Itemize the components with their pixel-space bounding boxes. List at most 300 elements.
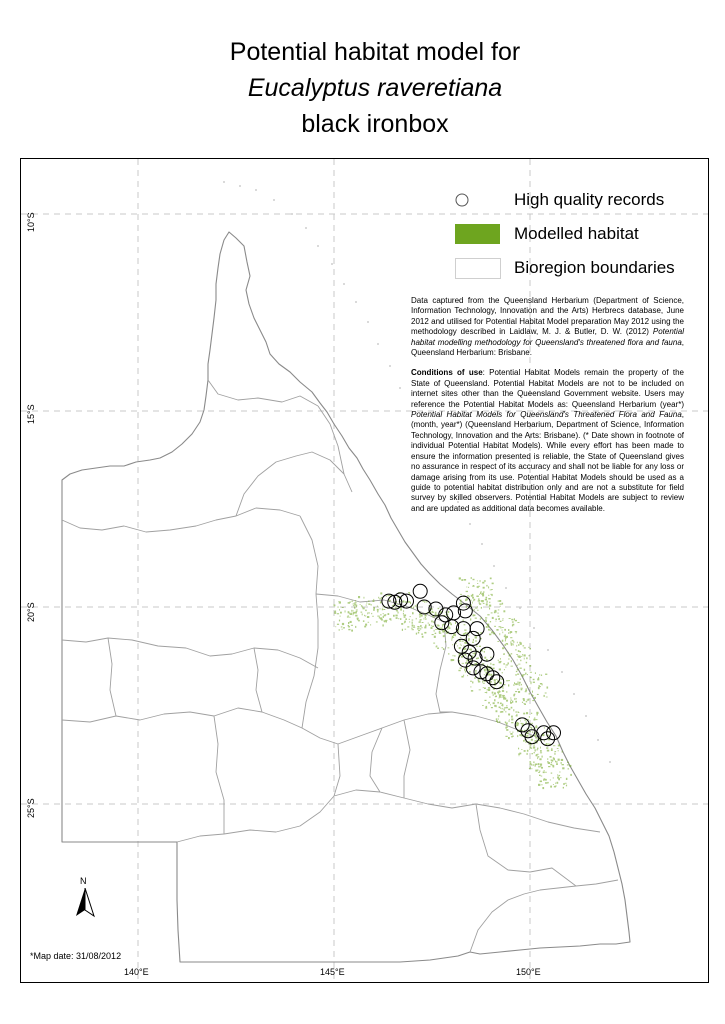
- habitat-patch: [536, 725, 538, 726]
- habitat-patch: [416, 618, 417, 620]
- habitat-patch: [380, 608, 381, 609]
- habitat-patch: [474, 609, 475, 611]
- habitat-patch: [431, 627, 433, 629]
- habitat-patch: [380, 592, 382, 594]
- habitat-patch: [439, 631, 441, 633]
- habitat-patch: [494, 699, 495, 701]
- habitat-patch: [497, 702, 499, 704]
- habitat-patch: [367, 617, 369, 618]
- habitat-patch: [403, 613, 404, 615]
- habitat-patch: [490, 663, 491, 665]
- habitat-patch: [462, 641, 464, 642]
- conditions-heading: Conditions of use: [411, 368, 483, 378]
- habitat-patch: [523, 740, 525, 742]
- habitat-patch: [342, 607, 344, 608]
- habitat-patch: [464, 669, 465, 671]
- habitat-patch: [449, 622, 451, 623]
- habitat-patch: [537, 757, 538, 759]
- habitat-patch: [496, 679, 497, 680]
- habitat-patch: [489, 602, 490, 603]
- habitat-patch: [533, 761, 534, 763]
- habitat-patch: [464, 624, 466, 625]
- habitat-patch: [519, 685, 521, 686]
- habitat-patch: [535, 770, 537, 772]
- habitat-patch: [461, 645, 462, 646]
- habitat-patch: [482, 582, 484, 584]
- habitat-patch: [568, 768, 569, 770]
- habitat-patch: [470, 618, 471, 620]
- habitat-patch: [435, 612, 436, 614]
- habitat-patch: [526, 657, 527, 659]
- habitat-patch: [422, 601, 424, 602]
- habitat-patch: [504, 636, 506, 637]
- habitat-patch: [357, 618, 359, 620]
- habitat-patch: [531, 713, 532, 714]
- habitat-patch: [339, 609, 340, 611]
- habitat-patch: [503, 654, 505, 655]
- habitat-patch: [541, 675, 542, 676]
- habitat-patch: [386, 622, 387, 623]
- habitat-patch: [494, 626, 496, 627]
- habitat-patch: [542, 787, 544, 789]
- habitat-patch: [412, 612, 414, 614]
- habitat-patch: [363, 608, 365, 610]
- habitat-patch: [506, 680, 508, 681]
- habitat-patch: [498, 715, 499, 717]
- habitat-patch: [534, 752, 536, 753]
- habitat-patch: [476, 596, 478, 598]
- habitat-patch: [433, 643, 435, 644]
- habitat-patch: [487, 624, 489, 626]
- habitat-patch: [538, 763, 540, 765]
- habitat-patch: [432, 626, 434, 627]
- habitat-patch: [348, 626, 350, 628]
- habitat-patch: [511, 722, 513, 723]
- habitat-patch: [535, 740, 537, 742]
- habitat-patch: [414, 625, 415, 627]
- habitat-patch: [367, 612, 368, 614]
- habitat-patch: [471, 690, 473, 692]
- habitat-patch: [481, 600, 482, 602]
- habitat-patch: [437, 648, 439, 649]
- habitat-patch: [519, 682, 521, 684]
- habitat-patch: [478, 681, 480, 683]
- habitat-patch: [529, 655, 530, 656]
- habitat-patch: [408, 601, 410, 603]
- habitat-patch: [555, 783, 556, 784]
- habitat-patch: [497, 719, 499, 720]
- habitat-patch: [412, 625, 414, 627]
- bioregion-channel-country: [62, 708, 338, 744]
- habitat-patch: [334, 605, 336, 607]
- habitat-patch: [415, 605, 417, 606]
- habitat-patch: [420, 628, 421, 630]
- habitat-patch: [439, 632, 440, 634]
- habitat-patch: [380, 601, 382, 603]
- habitat-patch: [490, 621, 491, 622]
- north-label: N: [80, 876, 87, 886]
- habitat-patch: [339, 629, 341, 630]
- habitat-patch: [512, 701, 513, 703]
- legend-habitat-label: Modelled habitat: [514, 224, 639, 243]
- habitat-patch: [546, 747, 548, 749]
- habitat-patch: [508, 684, 509, 686]
- graticule-grid: [21, 159, 708, 982]
- habitat-patch: [488, 687, 490, 689]
- habitat-patch: [476, 640, 477, 642]
- habitat-patch: [486, 603, 488, 605]
- habitat-patch: [545, 693, 547, 694]
- habitat-patch: [493, 664, 495, 665]
- habitat-patch: [512, 732, 513, 733]
- habitat-patch: [377, 611, 378, 613]
- habitat-patch: [490, 681, 491, 683]
- lat-label-25s: 25°S: [26, 798, 36, 818]
- habitat-patch: [536, 719, 538, 720]
- habitat-patch: [342, 623, 344, 625]
- habitat-patch: [532, 753, 533, 754]
- habitat-patch: [385, 614, 386, 615]
- habitat-patch: [425, 617, 426, 618]
- habitat-patch: [511, 719, 513, 721]
- habitat-patch: [538, 677, 539, 678]
- habitat-patch: [529, 665, 531, 667]
- habitat-patch: [334, 611, 336, 613]
- habitat-patch: [488, 586, 489, 588]
- bioregion-inner-loop-4: [404, 720, 410, 798]
- habitat-patch: [373, 600, 375, 602]
- habitat-patch: [521, 689, 523, 690]
- habitat-patch: [473, 614, 475, 616]
- habitat-patch: [538, 766, 540, 767]
- habitat-patch: [477, 583, 478, 584]
- habitat-patch: [395, 608, 397, 609]
- habitat-patch: [518, 656, 520, 658]
- habitat-patch: [502, 620, 503, 621]
- habitat-patch: [473, 579, 475, 580]
- habitat-patch: [516, 654, 518, 655]
- habitat-patch: [523, 713, 525, 715]
- record-marker: [466, 661, 480, 675]
- habitat-patch: [517, 735, 518, 737]
- habitat-patch: [518, 691, 520, 693]
- habitat-patch: [503, 688, 504, 689]
- habitat-patch: [475, 618, 477, 619]
- habitat-patch: [364, 597, 365, 599]
- bioregion-gulf-plains: [62, 508, 300, 532]
- habitat-patch: [382, 608, 383, 610]
- habitat-patch: [422, 636, 424, 638]
- habitat-patch: [519, 655, 520, 656]
- habitat-patch: [515, 649, 517, 650]
- habitat-patch: [431, 620, 433, 622]
- habitat-patch: [347, 616, 349, 617]
- habitat-patch: [489, 608, 490, 610]
- habitat-patch: [559, 772, 560, 773]
- habitat-patch: [530, 682, 532, 683]
- habitat-patch: [547, 750, 549, 752]
- habitat-patch: [553, 745, 555, 746]
- habitat-patch: [431, 625, 432, 626]
- habitat-patch: [540, 764, 542, 766]
- habitat-patch: [472, 597, 474, 599]
- habitat-patch: [546, 697, 548, 698]
- habitat-patch: [516, 711, 517, 713]
- habitat-patch: [570, 774, 572, 776]
- habitat-patch: [511, 660, 512, 662]
- habitat-patch: [516, 715, 518, 716]
- habitat-patch: [358, 596, 360, 598]
- habitat-patch: [554, 753, 555, 755]
- habitat-patch: [522, 702, 523, 703]
- habitat-patch: [547, 758, 548, 759]
- habitat-patch: [402, 629, 403, 631]
- habitat-patch: [506, 705, 508, 706]
- bioregion-inner-loop-3: [254, 648, 262, 712]
- habitat-patch: [550, 786, 552, 788]
- habitat-patch: [533, 679, 535, 680]
- habitat-patch: [514, 698, 515, 700]
- habitat-patch: [558, 750, 559, 751]
- habitat-patch: [432, 634, 434, 635]
- habitat-patch: [502, 690, 504, 692]
- habitat-patch: [379, 617, 380, 619]
- habitat-patch: [416, 633, 417, 635]
- habitat-patch: [362, 614, 363, 616]
- habitat-patch: [366, 603, 367, 604]
- habitat-patch: [510, 702, 512, 704]
- habitat-patch: [531, 727, 532, 729]
- habitat-patch: [561, 759, 563, 761]
- habitat-patch: [460, 644, 461, 645]
- habitat-patch: [484, 651, 485, 653]
- habitat-patch: [521, 730, 523, 731]
- habitat-patch: [524, 669, 525, 671]
- habitat-patch: [464, 630, 466, 631]
- habitat-patch: [472, 642, 474, 643]
- habitat-patch: [539, 775, 541, 776]
- habitat-patch: [450, 623, 451, 624]
- habitat-patch: [432, 611, 434, 613]
- habitat-patch: [454, 655, 455, 657]
- habitat-patch: [526, 662, 527, 664]
- habitat-patch: [567, 764, 569, 765]
- habitat-patch: [526, 712, 528, 714]
- habitat-patch: [520, 721, 521, 722]
- habitat-patch: [527, 753, 528, 755]
- north-arrow-icon: [73, 888, 97, 918]
- habitat-patch: [567, 762, 569, 763]
- habitat-patch: [420, 626, 421, 627]
- habitat-patch: [520, 642, 522, 644]
- habitat-patch: [355, 626, 356, 628]
- habitat-patch: [390, 620, 391, 621]
- habitat-patch: [488, 626, 489, 628]
- habitat-patch: [499, 626, 501, 627]
- habitat-patch: [532, 695, 534, 696]
- bioregion-new-england: [470, 880, 618, 952]
- habitat-patch: [504, 669, 505, 670]
- habitat-patch: [492, 583, 494, 585]
- habitat-patch: [544, 778, 545, 780]
- habitat-patch: [510, 631, 512, 633]
- habitat-patch: [550, 756, 552, 758]
- habitat-patch: [512, 736, 514, 737]
- habitat-patch: [517, 682, 518, 683]
- habitat-patch: [474, 663, 475, 665]
- habitat-patch: [553, 765, 554, 766]
- habitat-patch: [383, 613, 384, 614]
- habitat-patch: [476, 646, 478, 647]
- habitat-patch: [370, 624, 371, 625]
- habitat-patch: [404, 623, 405, 624]
- habitat-patch: [513, 644, 514, 646]
- habitat-patch: [479, 600, 480, 602]
- habitat-patch: [517, 689, 519, 690]
- habitat-patch: [497, 641, 499, 642]
- habitat-patch: [524, 654, 526, 656]
- habitat-patch: [467, 675, 468, 676]
- habitat-patch: [473, 599, 474, 601]
- habitat-patch: [483, 587, 485, 589]
- habitat-patch: [486, 585, 487, 587]
- habitat-patch: [353, 603, 354, 604]
- habitat-patch: [468, 635, 469, 637]
- habitat-patch: [510, 637, 512, 638]
- habitat-patch: [381, 597, 382, 599]
- habitat-patch: [495, 619, 497, 620]
- habitat-patch: [475, 670, 476, 671]
- habitat-patch: [530, 763, 532, 765]
- habitat-patch: [460, 668, 462, 669]
- habitat-patch: [506, 667, 507, 668]
- conditions-paragraph: Conditions of use: Potential Habitat Models remain the property of the State of Queensland. Potential Habitat Models are not to be included on internet sites other than the Queensland Government website. Users may reference the Potential Habitat Models as: Queensland Herbarium (year*) Potential Habitat Models for Queensland's Threatened Flora and Fauna, (month, year*) (Queensland Herbarium, Department of Science, Information Technology, Innovation and the Arts: Brisbane). (* Date shown in footnote of individual Potential Habitat Models). While every effort has been made to ensure the information presented is reliable, the State of Queensland gives no assurance in respect of its accuracy and shall not be liable for any loss or damage arising from its use. Potential Habitat Models should be used as a guide to potential habitat distribution only and are not a substitute for field survey by skilled observers. Potential Habitat Models are subject to review and are updated as additional data becomes available.: [411, 368, 684, 513]
- habitat-patch: [445, 612, 446, 613]
- habitat-patch: [342, 629, 343, 630]
- bioregion-swatch-icon: [455, 258, 501, 279]
- habitat-patch: [420, 619, 422, 620]
- habitat-patch: [517, 723, 519, 725]
- habitat-patch: [466, 661, 467, 662]
- habitat-patch: [488, 629, 490, 631]
- habitat-patch: [526, 701, 528, 702]
- habitat-patch: [380, 617, 382, 619]
- habitat-patch: [496, 629, 498, 631]
- habitat-patch: [480, 580, 481, 582]
- habitat-patch: [516, 645, 517, 647]
- habitat-patch: [529, 731, 531, 732]
- habitat-patch: [395, 615, 397, 617]
- habitat-patch: [550, 780, 551, 781]
- habitat-patch: [495, 610, 497, 612]
- habitat-patch: [404, 621, 405, 623]
- habitat-patch: [540, 747, 541, 749]
- habitat-patch: [447, 628, 448, 630]
- habitat-patch: [448, 611, 450, 613]
- habitat-patch: [409, 622, 410, 623]
- habitat-patch: [490, 594, 491, 595]
- habitat-patch: [442, 647, 443, 648]
- habitat-patch: [449, 628, 451, 629]
- habitat-patch: [466, 657, 467, 658]
- habitat-patch: [554, 751, 556, 752]
- habitat-patch: [506, 724, 507, 726]
- habitat-patch: [539, 771, 540, 772]
- habitat-patch: [509, 680, 510, 681]
- habitat-patch: [466, 606, 467, 608]
- habitat-patch: [555, 761, 556, 762]
- habitat-patch: [540, 766, 541, 767]
- habitat-patch: [442, 625, 443, 627]
- habitat-patch: [477, 606, 478, 607]
- habitat-patch: [469, 649, 471, 650]
- habitat-patch: [538, 769, 539, 770]
- lon-label-145e: 145°E: [320, 967, 345, 977]
- data-source-paragraph: Data captured from the Queensland Herbarium (Department of Science, Information Technology, Innovation and the Arts) Herbrecs database, June 2012 and utilised for Potential Habitat Model preparation May 2012 using the methodology described in Laidlaw, M. J. & Butler, D. W. (2012) Potential habitat modelling methodology for Queensland's threatened flora and fauna, Queensland Herbarium: Brisbane.: [411, 296, 684, 358]
- habitat-patch: [483, 603, 485, 604]
- habitat-patch: [499, 601, 501, 602]
- habitat-patch: [485, 700, 487, 701]
- habitat-patch: [540, 683, 542, 684]
- habitat-patch: [536, 754, 538, 756]
- habitat-patch: [531, 683, 532, 685]
- habitat-patch: [435, 629, 437, 630]
- habitat-patch: [506, 729, 508, 731]
- habitat-patch: [409, 619, 410, 620]
- habitat-patch: [499, 618, 500, 620]
- habitat-patch: [504, 629, 506, 631]
- habitat-patch: [511, 699, 512, 701]
- habitat-patch: [544, 740, 545, 741]
- habitat-patch: [522, 654, 523, 655]
- habitat-patch: [509, 618, 511, 619]
- habitat-patch: [462, 620, 464, 621]
- habitat-patch: [356, 606, 357, 607]
- habitat-patch: [486, 626, 488, 628]
- habitat-patch: [479, 646, 481, 647]
- habitat-patch: [524, 704, 526, 706]
- habitat-patch: [496, 718, 497, 720]
- habitat-patch: [508, 652, 509, 654]
- habitat-patch: [387, 595, 389, 596]
- bioregion-inner-loop-6: [370, 728, 382, 792]
- habitat-patch: [352, 611, 354, 612]
- habitat-patch: [513, 684, 514, 685]
- habitat-patch: [494, 679, 496, 681]
- habitat-patch: [405, 629, 407, 630]
- habitat-patch: [527, 735, 528, 737]
- habitat-patch: [436, 646, 437, 648]
- habitat-patch: [417, 626, 419, 627]
- habitat-patch: [551, 773, 553, 774]
- habitat-patch: [562, 767, 564, 769]
- habitat-patch: [511, 619, 513, 621]
- habitat-patch: [403, 615, 405, 616]
- habitat-patch: [521, 656, 522, 657]
- habitat-patch: [488, 673, 490, 675]
- habitat-patch: [557, 775, 558, 776]
- habitat-patch: [548, 743, 549, 745]
- habitat-patch: [500, 658, 501, 660]
- habitat-patch: [500, 661, 502, 662]
- habitat-patch: [480, 618, 481, 620]
- habitat-patch: [360, 604, 361, 605]
- habitat-patch: [465, 632, 466, 634]
- habitat-patch: [517, 674, 519, 675]
- habitat-patch: [384, 620, 385, 621]
- habitat-patch: [412, 620, 414, 621]
- habitat-patch: [553, 766, 555, 768]
